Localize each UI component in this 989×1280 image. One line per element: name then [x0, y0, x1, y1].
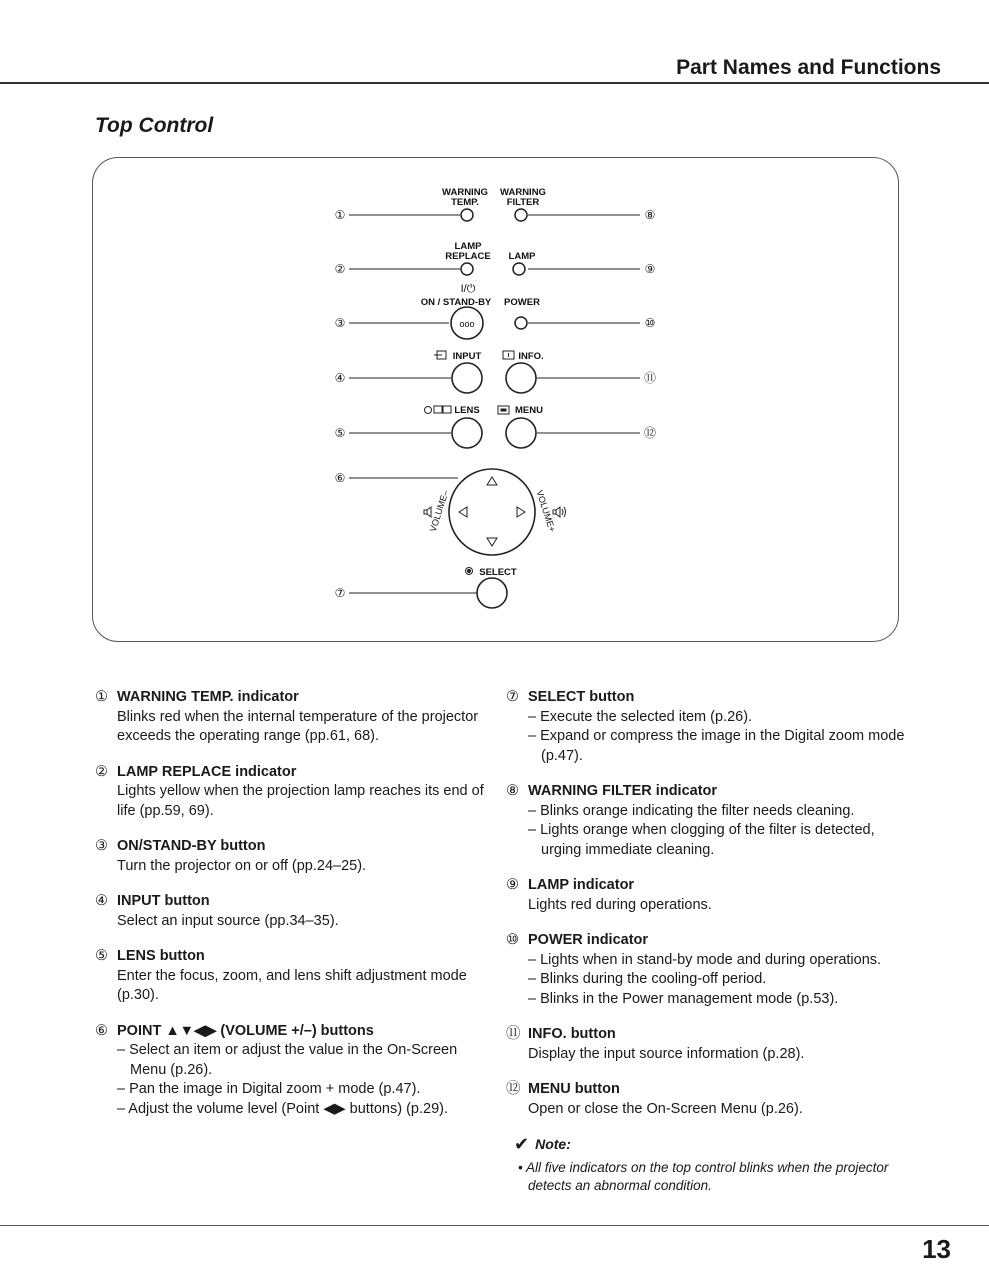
item-number: ⑪ [506, 1026, 521, 1042]
callout-11: ⑪ [643, 371, 657, 385]
item-title: POINT ▲▼◀▶ (VOLUME +/–) buttons [117, 1022, 374, 1039]
callout-5: ⑤ [334, 426, 346, 440]
left-column [95, 688, 487, 1135]
item-warning-filter [506, 782, 911, 860]
item-menu [506, 1080, 911, 1119]
warning-filter-indicator [515, 209, 527, 221]
label-standby-symbol: I/⏻ [460, 283, 476, 295]
warning-temp-indicator [461, 209, 473, 221]
item-description: Lights yellow when the projection lamp reaches its end of life (pp.59, 69). [117, 783, 484, 819]
item-number: ④ [95, 893, 108, 909]
point-pad[interactable] [449, 469, 535, 555]
volume-up-icon [553, 507, 566, 517]
item-description: Display the input source information (p.28). [528, 1045, 805, 1062]
point-up-icon[interactable] [487, 477, 497, 485]
item-bullet: – Lights orange when clogging of the filter is detected, urging immediate cleaning. [528, 822, 875, 858]
item-number: ③ [95, 838, 108, 854]
item-title: INPUT button [117, 893, 210, 909]
menu-button[interactable] [506, 418, 536, 448]
label-input: INPUT [452, 351, 482, 362]
item-number: ② [95, 763, 108, 780]
on-standby-button-glyph: ooo [459, 319, 475, 329]
callout-9: ⑨ [644, 262, 656, 276]
item-lamp [506, 876, 911, 915]
label-info: INFO. [518, 351, 544, 362]
item-number: ⑫ [506, 1081, 521, 1097]
label-on-standby: ON / STAND-BY [420, 297, 492, 308]
item-description: Blinks red when the internal temperature of the projector exceeds the operating range (pp.61, 68). [117, 708, 479, 744]
right-column [506, 688, 911, 1195]
item-bullet: – Lights when in stand-by mode and during operations. [528, 951, 882, 968]
select-icon [466, 568, 473, 575]
item-title: WARNING TEMP. indicator [117, 689, 299, 705]
item-lamp-replace [95, 763, 487, 822]
lamp-replace-indicator [461, 263, 473, 275]
item-title: LAMP REPLACE indicator [117, 763, 297, 780]
note-box [506, 1135, 911, 1195]
label-select: SELECT [479, 567, 517, 578]
label-lamp-replace-1: LAMP [454, 241, 482, 252]
page-number: 13 [922, 1234, 951, 1264]
item-description: Select an input source (pp.34–35). [117, 912, 339, 929]
item-number: ① [95, 689, 108, 705]
label-lamp-replace-2: REPLACE [445, 251, 491, 262]
lens-icons [425, 406, 452, 414]
volume-down-icon [424, 507, 431, 517]
item-title: LENS button [117, 948, 205, 964]
point-left-icon[interactable] [459, 507, 467, 517]
checkmark-icon: ✔ [514, 1134, 530, 1154]
callout-1: ① [334, 208, 346, 222]
item-number: ⑦ [506, 689, 519, 705]
item-bullet: – Adjust the volume level (Point ◀▶ buttons) (p.29). [117, 1100, 448, 1117]
item-lens [95, 947, 487, 1006]
section-title: Top Control [95, 114, 214, 137]
callout-4: ④ [334, 371, 346, 385]
item-title: ON/STAND-BY button [117, 838, 266, 854]
menu-icon [498, 406, 509, 414]
item-bullet: – Blinks during the cooling-off period. [528, 971, 767, 987]
page-header-title: Part Names and Functions [676, 56, 941, 79]
item-bullet: – Select an item or adjust the value in the On-Screen Menu (p.26). [117, 1042, 458, 1078]
item-on-standby [95, 837, 487, 876]
item-number: ⑩ [506, 932, 519, 948]
item-description: Turn the projector on or off (pp.24–25). [117, 857, 367, 874]
callout-7: ⑦ [334, 586, 346, 600]
note-text: • All five indicators on the top control blinks when the projector detects an abnormal condition. [518, 1159, 889, 1193]
label-lamp: LAMP [508, 251, 536, 262]
note-title: Note: [535, 1136, 571, 1152]
item-bullet: – Execute the selected item (p.26). [528, 708, 753, 725]
item-title: SELECT button [528, 689, 635, 705]
label-menu: MENU [515, 405, 543, 416]
item-number: ⑨ [506, 877, 519, 893]
label-warning-temp-2: TEMP. [451, 197, 479, 208]
label-warning-filter-1: WARNING [500, 187, 546, 198]
label-warning-temp-1: WARNING [442, 187, 488, 198]
item-title: POWER indicator [528, 932, 649, 948]
item-bullet: – Blinks orange indicating the filter needs cleaning. [528, 802, 855, 819]
callout-3: ③ [334, 316, 346, 330]
item-title: WARNING FILTER indicator [528, 783, 718, 799]
item-title: MENU button [528, 1081, 620, 1097]
item-input [95, 892, 487, 931]
input-icon [434, 351, 446, 359]
power-indicator [515, 317, 527, 329]
label-volume-plus: VOLUME+ [534, 488, 558, 534]
info-icon [503, 351, 514, 359]
lamp-indicator [513, 263, 525, 275]
item-power [506, 931, 911, 1009]
input-button[interactable] [452, 363, 482, 393]
item-number: ⑤ [95, 948, 108, 964]
select-button[interactable] [477, 578, 507, 608]
item-title: INFO. button [528, 1026, 616, 1042]
point-down-icon[interactable] [487, 538, 497, 546]
item-info [506, 1025, 911, 1064]
label-lens: LENS [454, 405, 480, 416]
item-description: Lights red during operations. [528, 896, 712, 913]
item-bullet: – Expand or compress the image in the Digital zoom mode (p.47). [528, 728, 905, 764]
item-number: ⑧ [506, 783, 519, 799]
lens-button[interactable] [452, 418, 482, 448]
label-power: POWER [504, 297, 540, 308]
callout-8: ⑧ [644, 208, 656, 222]
item-title: LAMP indicator [528, 877, 635, 893]
item-bullet: – Pan the image in Digital zoom + mode (p.47). [117, 1081, 421, 1097]
item-number: ⑥ [95, 1022, 108, 1039]
item-warning-temp [95, 688, 487, 747]
footer-divider [0, 1225, 989, 1226]
callout-10: ⑩ [644, 316, 656, 330]
item-description: Enter the focus, zoom, and lens shift adjustment mode (p.30). [117, 967, 467, 1003]
info-button[interactable] [506, 363, 536, 393]
item-select [506, 688, 911, 766]
label-warning-filter-2: FILTER [506, 197, 540, 208]
callout-2: ② [334, 262, 346, 276]
item-description: Open or close the On-Screen Menu (p.26). [528, 1100, 803, 1117]
item-point [95, 1022, 487, 1120]
callout-12: ⑫ [643, 426, 657, 440]
item-bullet: – Blinks in the Power management mode (p.53). [528, 990, 839, 1007]
callout-6: ⑥ [334, 471, 346, 485]
label-volume-minus: VOLUME– [427, 489, 451, 534]
point-right-icon[interactable] [517, 507, 525, 517]
